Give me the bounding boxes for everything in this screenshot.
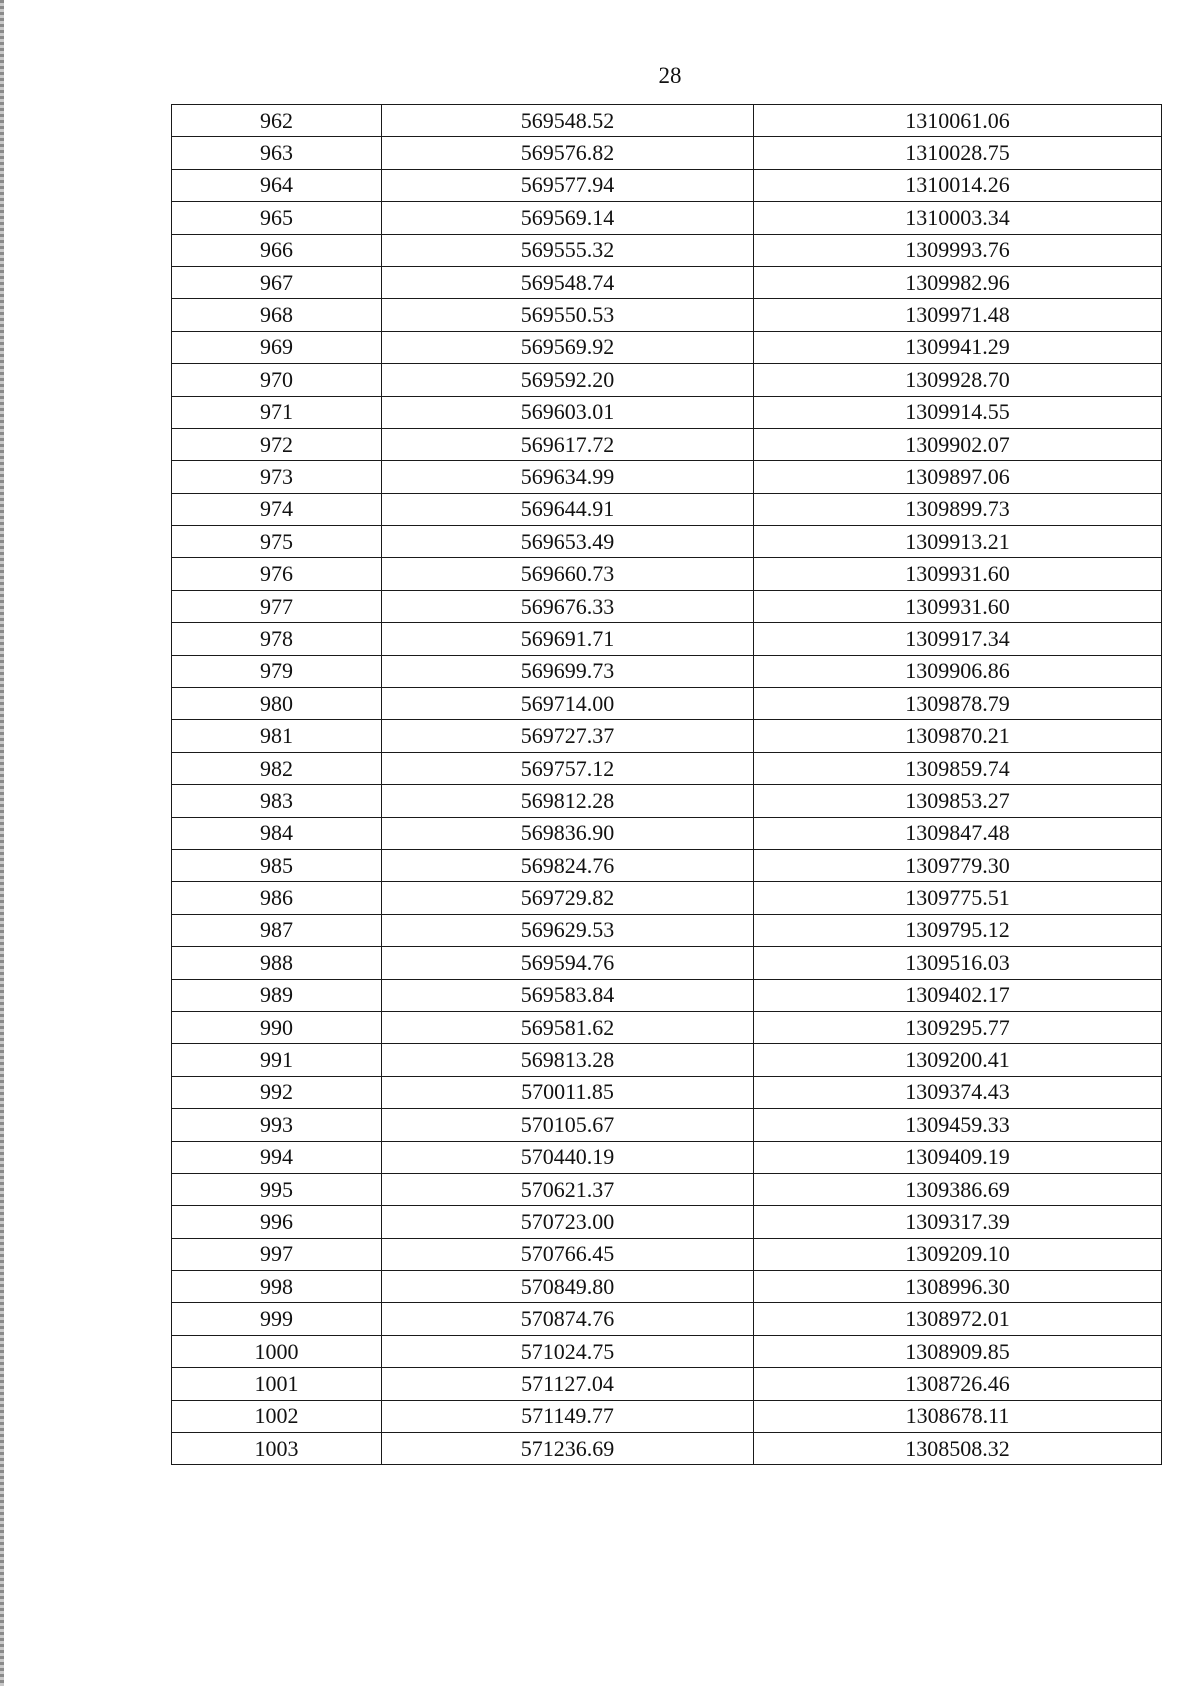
point-number-cell: 998 bbox=[172, 1271, 382, 1303]
point-number-cell: 979 bbox=[172, 655, 382, 687]
table-row bbox=[172, 234, 1162, 266]
x-coordinate-cell: 569548.52 bbox=[382, 105, 754, 137]
table-row bbox=[172, 1076, 1162, 1108]
table-row bbox=[172, 720, 1162, 752]
x-coordinate-cell: 569813.28 bbox=[382, 1044, 754, 1076]
point-number-cell: 993 bbox=[172, 1109, 382, 1141]
x-coordinate-cell: 569569.92 bbox=[382, 331, 754, 363]
point-number-cell: 962 bbox=[172, 105, 382, 137]
x-coordinate-cell: 571149.77 bbox=[382, 1400, 754, 1432]
table-row bbox=[172, 1109, 1162, 1141]
y-coordinate-cell: 1309386.69 bbox=[754, 1173, 1162, 1205]
y-coordinate-cell: 1310003.34 bbox=[754, 202, 1162, 234]
page-number: 28 bbox=[658, 63, 682, 88]
y-coordinate-cell: 1309906.86 bbox=[754, 655, 1162, 687]
point-number-cell: 1000 bbox=[172, 1335, 382, 1367]
point-number-cell: 986 bbox=[172, 882, 382, 914]
x-coordinate-cell: 569577.94 bbox=[382, 169, 754, 201]
table-row bbox=[172, 1044, 1162, 1076]
y-coordinate-cell: 1309897.06 bbox=[754, 461, 1162, 493]
y-coordinate-cell: 1309209.10 bbox=[754, 1238, 1162, 1270]
x-coordinate-cell: 569836.90 bbox=[382, 817, 754, 849]
point-number-cell: 975 bbox=[172, 526, 382, 558]
table-row bbox=[172, 105, 1162, 137]
table-row bbox=[172, 947, 1162, 979]
table-row bbox=[172, 1400, 1162, 1432]
y-coordinate-cell: 1309899.73 bbox=[754, 493, 1162, 525]
table-row bbox=[172, 364, 1162, 396]
x-coordinate-cell: 569676.33 bbox=[382, 590, 754, 622]
point-number-cell: 971 bbox=[172, 396, 382, 428]
point-number-cell: 989 bbox=[172, 979, 382, 1011]
coordinates-table bbox=[171, 104, 1162, 1465]
y-coordinate-cell: 1309928.70 bbox=[754, 364, 1162, 396]
x-coordinate-cell: 570105.67 bbox=[382, 1109, 754, 1141]
y-coordinate-cell: 1309516.03 bbox=[754, 947, 1162, 979]
x-coordinate-cell: 569569.14 bbox=[382, 202, 754, 234]
y-coordinate-cell: 1309859.74 bbox=[754, 752, 1162, 784]
point-number-cell: 974 bbox=[172, 493, 382, 525]
x-coordinate-cell: 570874.76 bbox=[382, 1303, 754, 1335]
table-row bbox=[172, 1238, 1162, 1270]
table-row bbox=[172, 688, 1162, 720]
table-row bbox=[172, 849, 1162, 881]
scan-edge bbox=[0, 0, 4, 1686]
x-coordinate-cell: 569634.99 bbox=[382, 461, 754, 493]
point-number-cell: 996 bbox=[172, 1206, 382, 1238]
point-number-cell: 970 bbox=[172, 364, 382, 396]
x-coordinate-cell: 569583.84 bbox=[382, 979, 754, 1011]
table-row bbox=[172, 299, 1162, 331]
x-coordinate-cell: 571024.75 bbox=[382, 1335, 754, 1367]
x-coordinate-cell: 569592.20 bbox=[382, 364, 754, 396]
point-number-cell: 964 bbox=[172, 169, 382, 201]
table-row bbox=[172, 1206, 1162, 1238]
table-row bbox=[172, 1303, 1162, 1335]
point-number-cell: 963 bbox=[172, 137, 382, 169]
y-coordinate-cell: 1309795.12 bbox=[754, 914, 1162, 946]
y-coordinate-cell: 1309775.51 bbox=[754, 882, 1162, 914]
y-coordinate-cell: 1309993.76 bbox=[754, 234, 1162, 266]
point-number-cell: 990 bbox=[172, 1011, 382, 1043]
x-coordinate-cell: 569617.72 bbox=[382, 428, 754, 460]
x-coordinate-cell: 569714.00 bbox=[382, 688, 754, 720]
point-number-cell: 1002 bbox=[172, 1400, 382, 1432]
x-coordinate-cell: 569691.71 bbox=[382, 623, 754, 655]
point-number-cell: 967 bbox=[172, 266, 382, 298]
y-coordinate-cell: 1309295.77 bbox=[754, 1011, 1162, 1043]
x-coordinate-cell: 569629.53 bbox=[382, 914, 754, 946]
table-row bbox=[172, 558, 1162, 590]
point-number-cell: 984 bbox=[172, 817, 382, 849]
point-number-cell: 988 bbox=[172, 947, 382, 979]
table-row bbox=[172, 428, 1162, 460]
point-number-cell: 997 bbox=[172, 1238, 382, 1270]
point-number-cell: 983 bbox=[172, 785, 382, 817]
x-coordinate-cell: 569699.73 bbox=[382, 655, 754, 687]
x-coordinate-cell: 571127.04 bbox=[382, 1368, 754, 1400]
table-row bbox=[172, 590, 1162, 622]
y-coordinate-cell: 1308909.85 bbox=[754, 1335, 1162, 1367]
point-number-cell: 972 bbox=[172, 428, 382, 460]
point-number-cell: 994 bbox=[172, 1141, 382, 1173]
table-row bbox=[172, 396, 1162, 428]
table-row bbox=[172, 817, 1162, 849]
y-coordinate-cell: 1309902.07 bbox=[754, 428, 1162, 460]
point-number-cell: 1003 bbox=[172, 1433, 382, 1465]
point-number-cell: 980 bbox=[172, 688, 382, 720]
y-coordinate-cell: 1309779.30 bbox=[754, 849, 1162, 881]
point-number-cell: 995 bbox=[172, 1173, 382, 1205]
point-number-cell: 966 bbox=[172, 234, 382, 266]
table-body bbox=[172, 105, 1162, 1465]
y-coordinate-cell: 1309971.48 bbox=[754, 299, 1162, 331]
y-coordinate-cell: 1309931.60 bbox=[754, 558, 1162, 590]
y-coordinate-cell: 1308726.46 bbox=[754, 1368, 1162, 1400]
point-number-cell: 992 bbox=[172, 1076, 382, 1108]
x-coordinate-cell: 570766.45 bbox=[382, 1238, 754, 1270]
point-number-cell: 991 bbox=[172, 1044, 382, 1076]
table-row bbox=[172, 266, 1162, 298]
x-coordinate-cell: 569603.01 bbox=[382, 396, 754, 428]
y-coordinate-cell: 1308996.30 bbox=[754, 1271, 1162, 1303]
x-coordinate-cell: 569660.73 bbox=[382, 558, 754, 590]
x-coordinate-cell: 569548.74 bbox=[382, 266, 754, 298]
point-number-cell: 981 bbox=[172, 720, 382, 752]
point-number-cell: 968 bbox=[172, 299, 382, 331]
table-row bbox=[172, 331, 1162, 363]
y-coordinate-cell: 1310028.75 bbox=[754, 137, 1162, 169]
table-row bbox=[172, 979, 1162, 1011]
x-coordinate-cell: 570440.19 bbox=[382, 1141, 754, 1173]
table-row bbox=[172, 752, 1162, 784]
y-coordinate-cell: 1309913.21 bbox=[754, 526, 1162, 558]
point-number-cell: 965 bbox=[172, 202, 382, 234]
point-number-cell: 987 bbox=[172, 914, 382, 946]
y-coordinate-cell: 1310014.26 bbox=[754, 169, 1162, 201]
y-coordinate-cell: 1309917.34 bbox=[754, 623, 1162, 655]
table-row bbox=[172, 655, 1162, 687]
table-row bbox=[172, 1368, 1162, 1400]
y-coordinate-cell: 1309853.27 bbox=[754, 785, 1162, 817]
table-row bbox=[172, 623, 1162, 655]
y-coordinate-cell: 1308508.32 bbox=[754, 1433, 1162, 1465]
table-row bbox=[172, 1335, 1162, 1367]
table-row bbox=[172, 1141, 1162, 1173]
y-coordinate-cell: 1309931.60 bbox=[754, 590, 1162, 622]
x-coordinate-cell: 570723.00 bbox=[382, 1206, 754, 1238]
point-number-cell: 973 bbox=[172, 461, 382, 493]
y-coordinate-cell: 1309847.48 bbox=[754, 817, 1162, 849]
point-number-cell: 985 bbox=[172, 849, 382, 881]
x-coordinate-cell: 569757.12 bbox=[382, 752, 754, 784]
y-coordinate-cell: 1309914.55 bbox=[754, 396, 1162, 428]
table-row bbox=[172, 914, 1162, 946]
x-coordinate-cell: 569644.91 bbox=[382, 493, 754, 525]
table-row bbox=[172, 202, 1162, 234]
x-coordinate-cell: 569581.62 bbox=[382, 1011, 754, 1043]
x-coordinate-cell: 569729.82 bbox=[382, 882, 754, 914]
y-coordinate-cell: 1309402.17 bbox=[754, 979, 1162, 1011]
x-coordinate-cell: 569727.37 bbox=[382, 720, 754, 752]
table-row bbox=[172, 169, 1162, 201]
x-coordinate-cell: 570849.80 bbox=[382, 1271, 754, 1303]
y-coordinate-cell: 1310061.06 bbox=[754, 105, 1162, 137]
x-coordinate-cell: 570011.85 bbox=[382, 1076, 754, 1108]
y-coordinate-cell: 1309459.33 bbox=[754, 1109, 1162, 1141]
point-number-cell: 978 bbox=[172, 623, 382, 655]
x-coordinate-cell: 569653.49 bbox=[382, 526, 754, 558]
table-row bbox=[172, 1433, 1162, 1465]
x-coordinate-cell: 569812.28 bbox=[382, 785, 754, 817]
table-row bbox=[172, 493, 1162, 525]
y-coordinate-cell: 1309982.96 bbox=[754, 266, 1162, 298]
y-coordinate-cell: 1309870.21 bbox=[754, 720, 1162, 752]
y-coordinate-cell: 1308972.01 bbox=[754, 1303, 1162, 1335]
point-number-cell: 1001 bbox=[172, 1368, 382, 1400]
table-row bbox=[172, 1011, 1162, 1043]
point-number-cell: 977 bbox=[172, 590, 382, 622]
table-row bbox=[172, 882, 1162, 914]
x-coordinate-cell: 569550.53 bbox=[382, 299, 754, 331]
x-coordinate-cell: 571236.69 bbox=[382, 1433, 754, 1465]
y-coordinate-cell: 1309374.43 bbox=[754, 1076, 1162, 1108]
point-number-cell: 999 bbox=[172, 1303, 382, 1335]
table-row bbox=[172, 526, 1162, 558]
point-number-cell: 982 bbox=[172, 752, 382, 784]
x-coordinate-cell: 569824.76 bbox=[382, 849, 754, 881]
x-coordinate-cell: 569576.82 bbox=[382, 137, 754, 169]
table-row bbox=[172, 461, 1162, 493]
y-coordinate-cell: 1309941.29 bbox=[754, 331, 1162, 363]
y-coordinate-cell: 1308678.11 bbox=[754, 1400, 1162, 1432]
table-row bbox=[172, 785, 1162, 817]
y-coordinate-cell: 1309200.41 bbox=[754, 1044, 1162, 1076]
x-coordinate-cell: 569555.32 bbox=[382, 234, 754, 266]
table-row bbox=[172, 1271, 1162, 1303]
y-coordinate-cell: 1309317.39 bbox=[754, 1206, 1162, 1238]
y-coordinate-cell: 1309878.79 bbox=[754, 688, 1162, 720]
point-number-cell: 976 bbox=[172, 558, 382, 590]
point-number-cell: 969 bbox=[172, 331, 382, 363]
y-coordinate-cell: 1309409.19 bbox=[754, 1141, 1162, 1173]
x-coordinate-cell: 570621.37 bbox=[382, 1173, 754, 1205]
table-row bbox=[172, 1173, 1162, 1205]
x-coordinate-cell: 569594.76 bbox=[382, 947, 754, 979]
table-row bbox=[172, 137, 1162, 169]
